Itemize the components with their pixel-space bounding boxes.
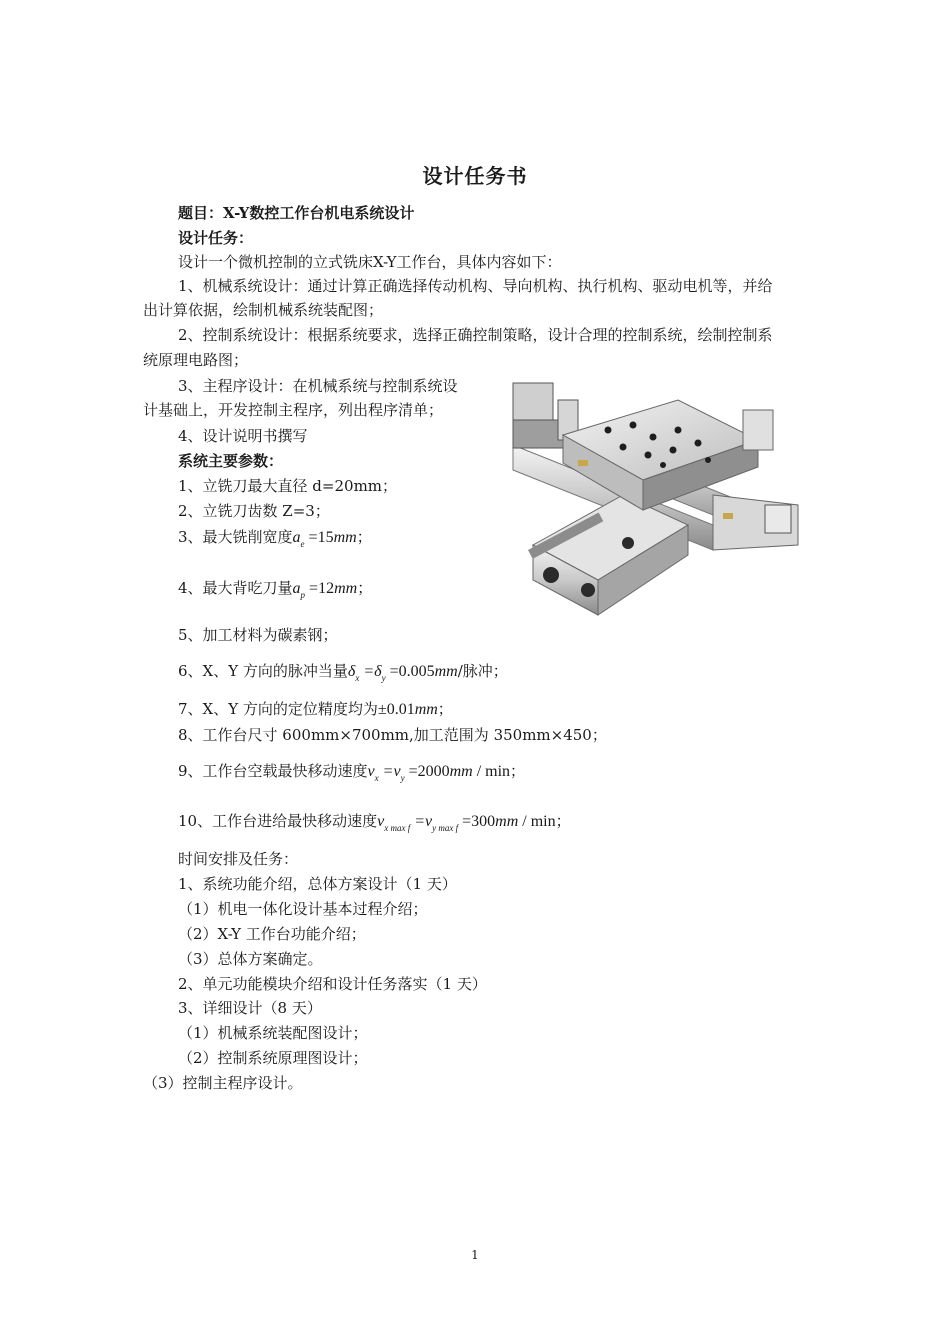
param-4-label: 4、最大背吃刀量	[178, 579, 293, 597]
param-3-label: 3、最大铣削宽度	[178, 528, 293, 546]
topic-line: 题目：X-Y数控工作台机电系统设计	[178, 204, 415, 222]
param-1: 1、立铣刀最大直径 d=20mm；	[178, 477, 398, 495]
schedule-heading: 时间安排及任务：	[178, 850, 299, 868]
param-7-formula: ±0.01mm	[377, 701, 438, 718]
param-9-formula: $v_x =v_y =2000mm / \min$	[367, 763, 511, 783]
param-9-label: 9、工作台空载最快移动速度	[178, 762, 368, 780]
schedule-item-2: 2、单元功能模块介绍和设计任务落实（1 天）	[178, 975, 487, 993]
schedule-item-3-2: （2）控制系统原理图设计；	[178, 1049, 368, 1067]
schedule-item-3: 3、详细设计（8 天）	[178, 999, 322, 1017]
param-5: 5、加工材料为碳素钢；	[178, 626, 338, 644]
schedule-item-1-1: （1）机电一体化设计基本过程介绍；	[178, 900, 428, 918]
param-3-formula: $a_e =15mm$	[292, 529, 357, 549]
param-10-label: 10、工作台进给最快移动速度	[178, 812, 378, 830]
param-3: 3、最大铣削宽度$a_e =15mm$；	[178, 528, 372, 549]
page-number: 1	[471, 1248, 479, 1262]
param-7-label: 7、X、Y 方向的定位精度均为	[178, 700, 378, 718]
param-8: 8、工作台尺寸 600mm×700mm,加工范围为 350mm×450；	[178, 726, 607, 744]
schedule-item-1: 1、系统功能介绍，总体方案设计（1 天）	[178, 875, 457, 893]
param-4: 4、最大背吃刀量$a_p =12mm$；	[178, 579, 373, 600]
param-6-formula: $\delta_x =\delta_y =0.005mm$	[347, 663, 458, 683]
item4-line: 4、设计说明书撰写	[178, 427, 308, 445]
schedule-item-1-2: （2）X-Y 工作台功能介绍；	[178, 925, 366, 943]
params-heading: 系统主要参数：	[178, 452, 284, 470]
item2-line-a: 2、控制系统设计：根据系统要求，选择正确控制策略，设计合理的控制系统，绘制控制系	[178, 326, 773, 344]
task-heading: 设计任务：	[178, 229, 254, 247]
param-2: 2、立铣刀齿数 Z=3；	[178, 502, 330, 520]
intro-line: 设计一个微机控制的立式铣床X-Y工作台，具体内容如下：	[178, 253, 562, 271]
param-9: 9、工作台空载最快移动速度$v_x =v_y =2000mm / \min$；	[178, 762, 526, 783]
document-title: 设计任务书	[422, 164, 528, 188]
param-10: 10、工作台进给最快移动速度$v_{x max f} =v_{y max f} =300mm / \min$；	[178, 812, 571, 833]
param-4-formula: $a_p =12mm$	[292, 580, 358, 600]
param-7: 7、X、Y 方向的定位精度均为±0.01mm；	[178, 700, 453, 718]
schedule-item-3-3: （3）控制主程序设计。	[143, 1074, 303, 1092]
item1-line-b: 出计算依据，绘制机械系统装配图；	[143, 301, 384, 319]
item2-line-b: 统原理电路图；	[143, 351, 249, 369]
item3-line-a: 3、主程序设计：在机械系统与控制系统设	[178, 377, 458, 395]
schedule-item-1-3: （3）总体方案确定。	[178, 950, 323, 968]
xy-worktable-image	[503, 375, 805, 635]
param-10-formula: $v_{x max f} =v_{y max f} =300mm / \min$	[377, 813, 556, 833]
item3-line-b: 计基础上，开发控制主程序，列出程序清单；	[143, 401, 444, 419]
param-6: 6、X、Y 方向的脉冲当量$\delta_x =\delta_y =0.005mm/$脉冲；	[178, 662, 508, 683]
param-6-label: 6、X、Y 方向的脉冲当量	[178, 662, 348, 680]
schedule-item-3-1: （1）机械系统装配图设计；	[178, 1024, 368, 1042]
item1-line-a: 1、机械系统设计：通过计算正确选择传动机构、导向机构、执行机构、驱动电机等，并给	[178, 277, 773, 295]
